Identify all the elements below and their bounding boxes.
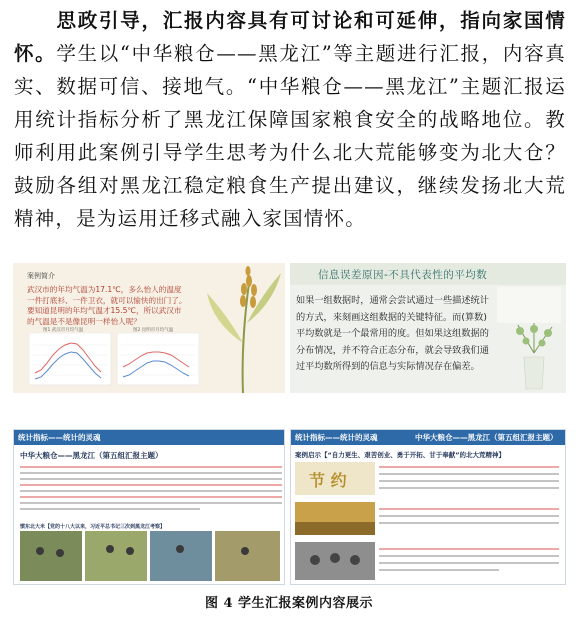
slide-bar-right-label: 中华大粮仓——黑龙江（第五组汇报主题） <box>415 433 558 442</box>
text-line <box>379 522 559 524</box>
text-line <box>379 555 559 557</box>
workers-photo <box>295 542 375 580</box>
slide-title-bar <box>291 430 566 445</box>
text-line <box>379 515 559 517</box>
text-line <box>379 562 559 564</box>
average-error-title: 信息误差原因-不具代表性的平均数 <box>318 269 488 281</box>
chart-left-caption: 图1 武汉市月均气温 <box>43 328 84 333</box>
case-intro-slide <box>13 263 285 393</box>
case-insight-subtitle: 案例启示【“自力更生、艰苦创业、勇于开拓、甘于奉献”的北大荒精神】 <box>295 451 506 459</box>
plant-vase-illustration <box>512 323 556 391</box>
case-intro-title: 案例简介 <box>27 272 55 280</box>
text-line <box>20 484 282 486</box>
report-slide-left <box>13 429 285 585</box>
text-line <box>20 496 282 498</box>
text-line <box>379 487 559 489</box>
body-paragraph <box>14 4 566 235</box>
text-line <box>379 466 559 468</box>
paragraph-lead: 思政引导，汇报内容具有可讨论和可延伸，指向家国情怀。 <box>14 9 566 65</box>
slide-bar-left-label: 统计指标——统计的灵魂 <box>295 433 378 442</box>
slide-bar-label: 统计指标——统计的灵魂 <box>18 433 101 442</box>
photo-strip <box>20 531 280 581</box>
text-line <box>20 490 282 492</box>
text-line <box>20 478 282 480</box>
chart-right-caption: 图2 昆明市月均气温 <box>133 328 174 333</box>
text-line <box>379 480 559 482</box>
harvest-photo <box>295 502 375 535</box>
svg-text:节 约: 节 约 <box>309 471 347 490</box>
text-line <box>379 473 559 475</box>
average-error-slide <box>290 263 566 393</box>
photo-caption: 惯东北大米【党的十八大以来，习近平总书记三次到黑龙江考察】 <box>20 524 166 530</box>
text-line <box>379 548 559 550</box>
report-subtitle: 中华大粮仓——黑龙江（第五组汇报主题） <box>20 451 163 460</box>
figure-caption: 图 4 学生汇报案例内容展示 <box>204 596 374 611</box>
text-line <box>379 508 559 510</box>
slide-title-bar <box>14 430 285 445</box>
grain-characters-image <box>295 462 375 495</box>
text-line <box>20 508 200 510</box>
average-error-body: 如果一组数据时，通常会尝试通过一些描述统计的方式，来刻画这组数据的关键特征。而(算数)平均数就是一个最常用的度。但如果这组数据的分布情况，并不符合正态分布，就会导致我们通过平均数所得到的信息与实际情况存在偏差。 <box>296 295 489 372</box>
text-line <box>379 569 499 571</box>
side-note-card <box>497 287 561 323</box>
text-line <box>20 502 282 504</box>
text-line <box>20 472 282 474</box>
case-intro-text: 武汉市的年均气温为17.1℃，多么怡人的温度一件打底衫、一件卫衣，就可以愉快的出门了。要知道昆明的年均气温才15.5℃，所以武汉市的气温是不是像昆明一样怡人呢？ <box>27 285 187 326</box>
wheat-illustration <box>203 263 285 393</box>
report-slide-right <box>290 429 566 585</box>
temperature-charts-illustration <box>29 333 199 389</box>
text-line <box>20 466 282 468</box>
paragraph-body: 学生以“中华粮仓——黑龙江”等主题进行汇报，内容真实、数据可信、接地气。“中华粮仓——黑龙江”主题汇报运用统计指标分析了黑龙江保障国家粮食安全的战略地位。教师利用此案例引导学生思考为什么北大荒能够变为北大仓？鼓励各组对黑龙江稳定粮食生产提出建议，继续发扬北大荒精神，是为运用迁移式融入家国情怀。 <box>14 42 566 230</box>
